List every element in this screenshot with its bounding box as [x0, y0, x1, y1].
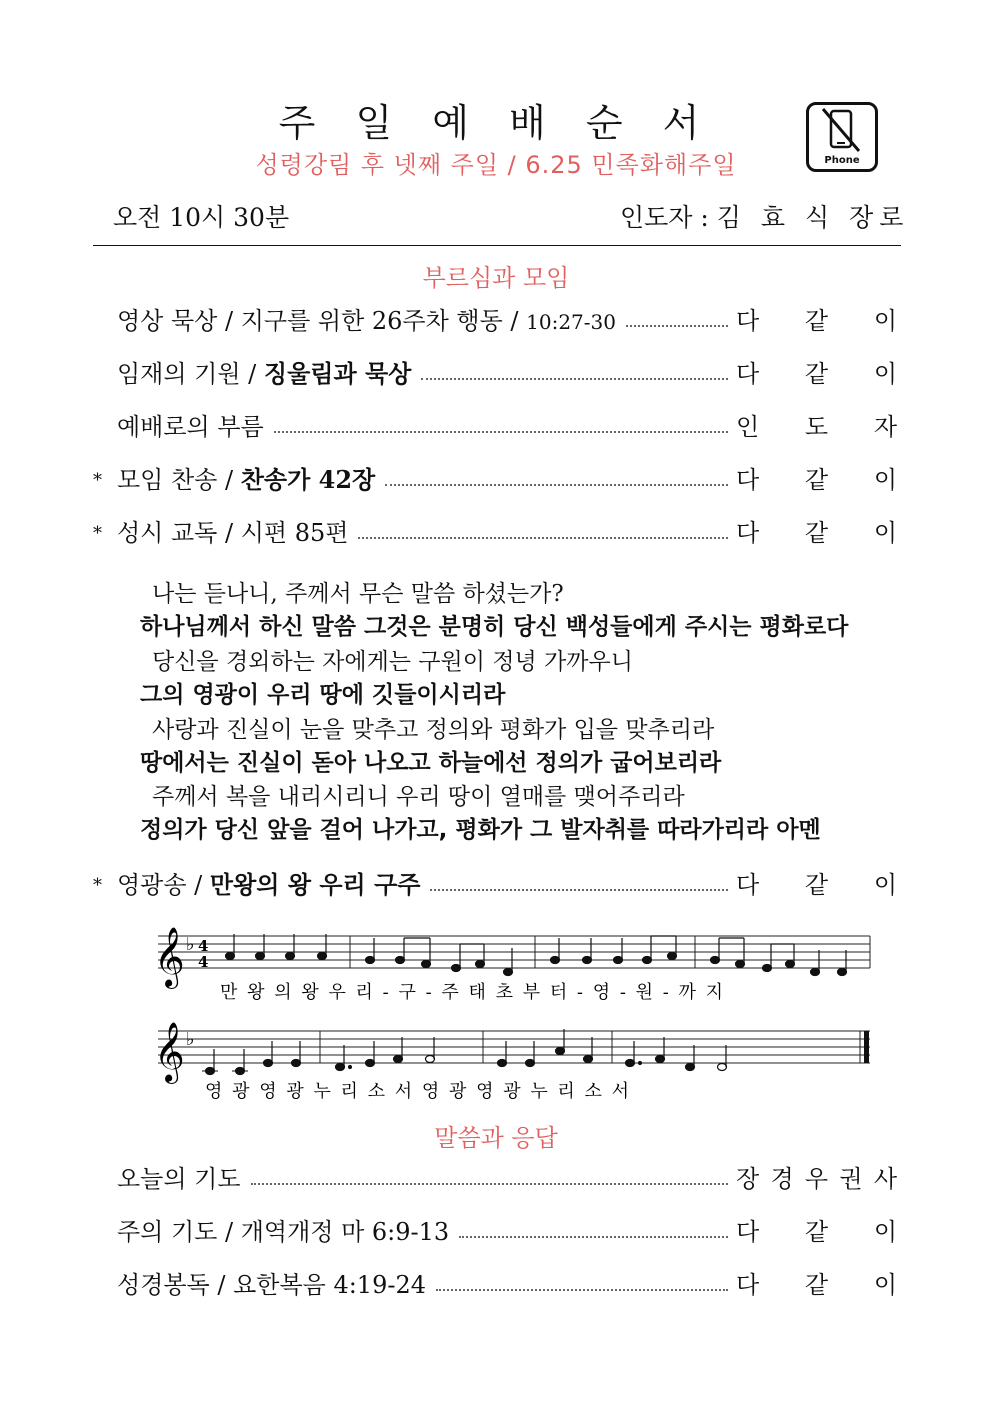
standing-mark [93, 1296, 117, 1300]
dot-leader [251, 1183, 728, 1185]
performer-char: 같 [804, 466, 829, 494]
order-item-performer [736, 354, 901, 389]
header-divider [93, 245, 901, 246]
order-item-performer [736, 1212, 901, 1247]
order-item-text: 성경봉독 / 요한복음 4:19-24 [117, 1271, 426, 1299]
phone-icon-label: Phone [824, 155, 860, 166]
performer-char: 다 [736, 1271, 760, 1299]
dot-leader [274, 431, 728, 433]
performer-char: 이 [873, 871, 897, 899]
leader-name: 김 효 식 장로 [716, 203, 910, 232]
performer-char: 같 [804, 519, 829, 547]
performer-char: 이 [873, 307, 897, 335]
performer-char: 다 [736, 871, 760, 899]
standing-mark: * [93, 875, 102, 896]
order-item [93, 866, 901, 900]
performer-char: 장 [736, 1165, 760, 1193]
order-item-performer [736, 407, 901, 442]
standing-mark [93, 332, 117, 336]
order-item [93, 514, 901, 548]
score-lyrics-line-2: 영 광 영 광 누 리 소 서 영 광 영 광 누 리 소 서 [205, 1081, 632, 1102]
time-signature-bottom: 4 [198, 953, 209, 971]
standing-mark: * [93, 523, 102, 544]
standing-mark [93, 1243, 117, 1247]
performer-char: 경 [770, 1165, 794, 1193]
order-item-title [117, 407, 264, 442]
no-phone-icon-graphic [809, 105, 875, 169]
order-item [93, 355, 901, 389]
standing-mark [93, 438, 117, 442]
flat-sign-icon: ♭ [186, 1029, 195, 1050]
order-item [93, 302, 901, 336]
treble-clef-icon: 𝄞 [154, 927, 185, 987]
order-item-performer [736, 1265, 901, 1300]
dot-leader [459, 1236, 728, 1238]
litany-leader-line: 주께서 복을 내리시리니 우리 땅이 열매를 맺어주리라 [152, 784, 685, 810]
performer-char: 우 [804, 1165, 829, 1193]
performer-char: 다 [736, 466, 760, 494]
page-title: 주 일 예 배 순 서 [278, 101, 714, 145]
order-item-text: 임재의 기원 / [117, 360, 264, 388]
order-item-bold: 찬송가 42장 [240, 465, 376, 494]
litany-leader-line: 당신을 경외하는 자에게는 구원이 정녕 가까우니 [152, 649, 633, 675]
performer-char: 이 [873, 1271, 897, 1299]
performer-char: 같 [804, 871, 829, 899]
order-item-performer [736, 1159, 901, 1194]
treble-clef-icon: 𝄞 [154, 1022, 185, 1082]
dot-leader [430, 889, 728, 891]
score-staff-line-1 [150, 920, 880, 1000]
order-item-performer [736, 865, 901, 900]
order-item [93, 408, 901, 442]
section-heading-calling: 부르심과 모임 [422, 264, 570, 292]
performer-char: 이 [873, 360, 897, 388]
time-signature-top: 4 [198, 937, 209, 955]
litany-leader-line: 사랑과 진실이 눈을 맞추고 정의와 평화가 입을 맞추리라 [152, 717, 715, 743]
no-phone-icon [806, 102, 878, 172]
order-item [93, 1160, 901, 1194]
performer-char: 이 [873, 466, 897, 494]
standing-mark: * [93, 470, 102, 491]
performer-char: 다 [736, 1218, 760, 1246]
litany-response-line: 정의가 당신 앞을 걸어 나가고, 평화가 그 발자취를 따라가리라 아멘 [140, 817, 821, 843]
litany-response-line: 하나님께서 하신 말씀 그것은 분명히 당신 백성들에게 주시는 평화로다 [140, 614, 849, 640]
performer-char: 같 [804, 1271, 829, 1299]
score-lyrics-line-1: 만 왕 의 왕 우 리 - 구 - 주 태 초 부 터 - 영 - 원 - 까 지 [220, 982, 726, 1000]
service-time: 오전 10시 30분 [113, 203, 290, 232]
order-item-performer [736, 513, 901, 548]
performer-char: 인 [736, 413, 760, 441]
performer-char: 다 [736, 307, 760, 335]
performer-char: 같 [804, 360, 829, 388]
performer-char: 이 [873, 519, 897, 547]
order-item-title [117, 513, 348, 548]
order-item-text: 성시 교독 / 시편 85편 [117, 519, 349, 547]
order-item-performer [736, 460, 901, 495]
standing-mark [93, 385, 117, 389]
order-item-bold: 만왕의 왕 우리 구주 [209, 870, 421, 899]
performer-char: 다 [736, 519, 760, 547]
page-subtitle: 성령강림 후 넷째 주일 / 6.25 민족화해주일 [255, 151, 737, 179]
order-item [93, 1266, 901, 1300]
standing-mark [93, 1190, 117, 1194]
order-item [93, 1213, 901, 1247]
order-item-title [117, 865, 420, 900]
service-leader [620, 198, 909, 234]
litany-response-line: 그의 영광이 우리 땅에 깃들이시리라 [140, 682, 506, 708]
order-item-bold: 징울림과 묵상 [263, 359, 412, 388]
order-item-title [117, 354, 411, 389]
order-item-ref: 10:27-30 [526, 310, 616, 334]
score-staff-line-2 [150, 1015, 880, 1105]
order-item-text: 영광송 / [117, 871, 210, 899]
litany-leader-line: 나는 듣나니, 주께서 무슨 말씀 하셨는가? [152, 581, 564, 607]
performer-char: 같 [804, 307, 829, 335]
dot-leader [421, 378, 728, 380]
dot-leader [358, 537, 728, 539]
dot-leader [626, 325, 728, 327]
section-heading-word: 말씀과 응답 [434, 1124, 558, 1152]
dot-leader [385, 484, 728, 486]
performer-char: 도 [804, 413, 829, 441]
order-item-title [117, 1212, 449, 1247]
order-item-text: 예배로의 부름 [117, 413, 264, 441]
order-item-text: 오늘의 기도 [117, 1165, 241, 1193]
leader-label: 인도자 : [620, 203, 709, 232]
order-item-text: 영상 묵상 / 지구를 위한 26주차 행동 / [117, 307, 527, 335]
order-item-title [117, 460, 375, 495]
order-item-performer [736, 301, 901, 336]
dot-leader [436, 1289, 728, 1291]
order-item-text: 주의 기도 / 개역개정 마 6:9-13 [117, 1218, 450, 1246]
performer-char: 권 [839, 1165, 863, 1193]
performer-char: 다 [736, 360, 760, 388]
performer-char: 자 [873, 413, 897, 441]
order-item-text: 모임 찬송 / [117, 466, 241, 494]
flat-sign-icon: ♭ [186, 934, 195, 955]
order-item-title [117, 1159, 241, 1194]
order-item [93, 461, 901, 495]
order-item-title [117, 301, 616, 336]
performer-char: 사 [873, 1165, 897, 1193]
performer-char: 이 [873, 1218, 897, 1246]
litany-response-line: 땅에서는 진실이 돋아 나오고 하늘에선 정의가 굽어보리라 [140, 750, 722, 776]
performer-char: 같 [804, 1218, 829, 1246]
order-item-title [117, 1265, 426, 1300]
